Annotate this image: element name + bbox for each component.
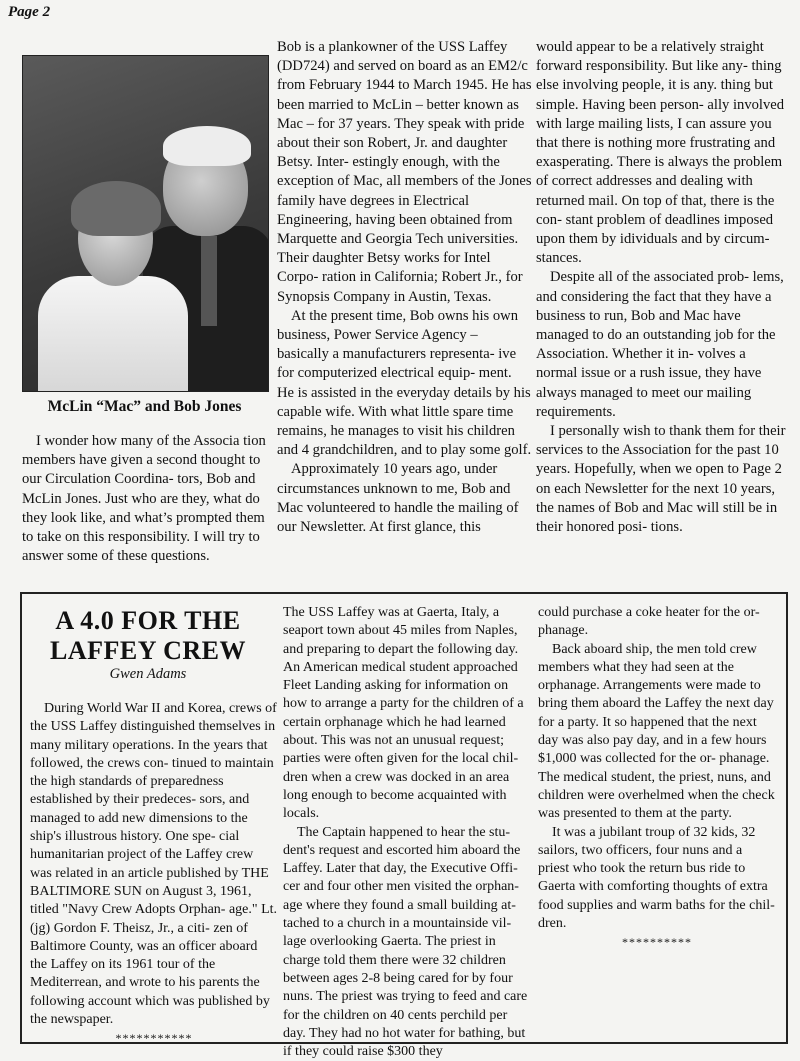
boxed-story-headline: A 4.0 FOR THE LAFFEY CREW: [50, 606, 246, 665]
article-paragraph: I personally wish to thank them for their services to the Association for the past 10 years. Hopefully, when we open to Page 2 on each Newsletter for the next 10 years, the names of Bob and Mac will still be in their honored posi- tions.: [536, 423, 786, 536]
photo-figure-man-tie: [201, 236, 217, 326]
article-paragraph: Bob is a plankowner of the USS Laffey (DD724) and served on board as an EM2/c from February 1944 to March 1945. He has been married to McLin – better known as Mac – for 37 years. They speak with pride about their son Robert, Jr. and daughter Betsy. Inter- estingly enough, with the exception of Mac, all members of the Jones family have degrees in Electrical Engineering, having been obtained from Marquette and Georgia Tech universities. Their daughter Betsy works for Intel Corpo- ration in California; Robert Jr., for Synopsis Company in Austin, Texas.: [277, 39, 532, 305]
boxed-story-byline: Gwen Adams: [109, 666, 187, 682]
article-column-3: [536, 38, 786, 537]
boxed-paragraph: The USS Laffey was at Gaerta, Italy, a seaport town about 45 miles from Naples, and preparing to depart the following day. An American medical student approached Fleet Landing asking for information on how to arrange a party for the children of a certain orphanage which he had learned about. This was not an unusual request; parties were often given for the local chil- dren when a crew was docked in an area long enough to become acquainted with locals.: [283, 605, 524, 822]
section-divider-stars: ***********: [115, 1031, 193, 1046]
boxed-story-column-3: [538, 604, 776, 952]
photo-figure-woman-blouse: [38, 276, 188, 392]
article-paragraph: I wonder how many of the Associa tion members have given a second thought to our Circulation Coordina- tors, Bob and McLin Jones. Just who are they, what do they look like, and what’s prompted them to take on this responsibility. I will try to answer some of these questions.: [22, 433, 266, 565]
article-paragraph: Despite all of the associated prob- lems, and considering the fact that they have a business to run, Bob and Mac have managed to do an outstanding job for the Association. Whether it in- volves a normal issue or a rush issue, they have always managed to meet our mailing requirements.: [536, 269, 784, 420]
boxed-paragraph: Back aboard ship, the men told crew members what they had seen at the orphanage. Arrangements were made to bring them aboard the Laffey the next day for a party. It so happened that the next day was also pay day, and in a few hours $1,000 was collected for the or- phanage. The medical student, the priest, nuns, and children were overhelmed when the check was presented to them at the party.: [538, 641, 775, 822]
photo-figure-man-hair: [163, 126, 251, 166]
page-number: Page 2: [8, 4, 51, 20]
article-paragraph: Approximately 10 years ago, under circumstances unknown to me, Bob and Mac volunteered to handle the mailing of our Newsletter. At first glance, this: [277, 461, 519, 536]
boxed-paragraph: During World War II and Korea, crews of the USS Laffey distinguished themselves in many military operations. In the years that followed, the crews con- tinued to maintain the high standards of preparedness established by their predeces- sors, and managed to add new dimensions to the ship's illustrous history. One spe- cial humanitarian project of the Laffey crew was related in an article published by THE BALTIMORE SUN on August 3, 1961, titled "Navy Crew Adopts Orphan- age." Lt. (jg) Gordon F. Theisz, Jr., a citi- zen of Baltimore County, was an officer aboard the Laffey on its 1961 tour of the Mediterrean, and wrote to his parents the following account which was published by the newspaper.: [30, 701, 278, 1028]
article-column-2: [277, 38, 532, 537]
boxed-story-column-2: [283, 604, 531, 1061]
boxed-story-column-1: [30, 700, 278, 1048]
photo-caption: McLin “Mac” and Bob Jones: [47, 398, 242, 415]
article-paragraph: would appear to be a relatively straight forward responsibility. But like any- thing else involving people, it is any. thing but simple. Having been person- ally involved with large mailing lists, I can assure you that there is nothing more frustrating and exasperating. There is always the problem of correct addresses and dealing with returned mail. On top of that, there is the con- stant problem of deadlines imposed upon them by idividuals and by circum- stances.: [536, 39, 785, 267]
boxed-paragraph: It was a jubilant troup of 32 kids, 32 sailors, two officers, four nuns and a priest who took the return bus ride to Gaerta with comforting thoughts of extra food supplies and warm baths for the chil- dren.: [538, 824, 775, 932]
article-paragraph: At the present time, Bob owns his own business, Power Service Agency – basically a manufacturers representa- ive for computerized electrical equip- ment. He is assisted in the everyday details by his capable wife. With what little spare time remains, he manages to visit his children and 4 grandchildren, and to play some golf.: [277, 307, 532, 459]
boxed-paragraph: The Captain happened to hear the stu- dent's request and escorted him aboard the Laffey. Later that day, the Executive Offi- cer and four other men visited the orphan- age where they found a small building at- tached to a church in a mountainside vil- lage overlooking Gaerta. The priest in charge told them there were 32 children between ages 2-8 being cared for by four nuns. The priest was trying to feed and care for the children on 40 cents perchild per day. They had no hot water for bathing, but if they could raise $300 they: [283, 824, 528, 1060]
portrait-photo: [22, 55, 269, 392]
article-column-1: [22, 432, 272, 566]
photo-figure-woman-hair: [71, 181, 161, 236]
section-divider-stars: **********: [622, 935, 692, 950]
boxed-paragraph: could purchase a coke heater for the or- phanage.: [538, 605, 760, 639]
